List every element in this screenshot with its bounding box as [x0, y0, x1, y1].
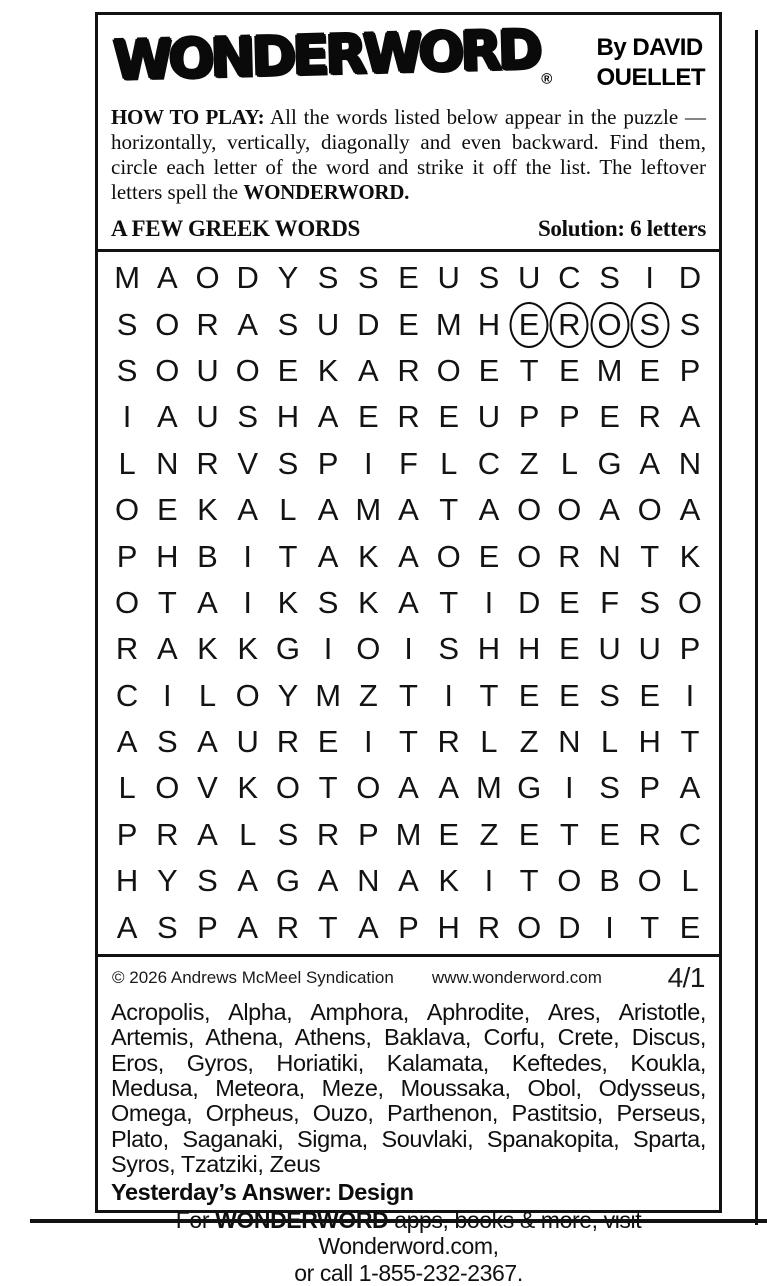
grid-cell[interactable]: E [639, 352, 661, 388]
grid-cell[interactable]: O [557, 863, 582, 899]
grid-cell[interactable]: K [197, 631, 218, 667]
grid-cell[interactable]: R [397, 399, 420, 435]
grid-cell[interactable]: C [477, 445, 501, 481]
grid-cell[interactable]: T [559, 816, 579, 852]
grid-row [107, 765, 710, 811]
byline-line1: By DAVID [596, 34, 703, 61]
grid-cell[interactable]: E [277, 352, 299, 388]
grid-cell[interactable]: I [605, 909, 614, 945]
byline [597, 29, 706, 93]
grid-cell[interactable]: A [679, 492, 701, 528]
grid-cell[interactable]: T [399, 724, 418, 760]
grid-cell[interactable]: G [275, 863, 300, 899]
grid-cell[interactable]: D [678, 260, 702, 296]
grid-cell[interactable]: R [316, 816, 340, 852]
grid-cell[interactable]: R [638, 816, 661, 852]
grid-cell[interactable]: A [639, 445, 661, 481]
grid-cell[interactable]: T [519, 352, 539, 388]
grid-cell[interactable]: L [480, 724, 498, 760]
grid-cell[interactable]: A [317, 538, 339, 574]
grid-cell[interactable]: E [558, 631, 580, 667]
grid-cell[interactable]: A [237, 492, 259, 528]
grid-cell[interactable]: S [277, 445, 299, 481]
grid-cell[interactable]: A [317, 863, 339, 899]
grid-cell[interactable]: C [115, 677, 139, 713]
grid-cell[interactable]: P [116, 816, 138, 852]
grid-cell[interactable]: K [197, 492, 218, 528]
grid-cell[interactable]: O [557, 492, 582, 528]
grid-cell[interactable]: S [478, 260, 500, 296]
how-to-play-instructions [111, 105, 706, 205]
grid-cell[interactable]: L [600, 724, 619, 760]
grid-cell[interactable]: M [596, 352, 623, 388]
grid-cell[interactable]: L [118, 445, 136, 481]
grid-cell[interactable]: H [115, 863, 139, 899]
grid-cell[interactable]: U [638, 631, 661, 667]
grid-cell[interactable]: G [597, 445, 622, 481]
grid-cell[interactable]: O [436, 538, 461, 574]
grid-cell[interactable]: A [438, 770, 460, 806]
grid-cell[interactable]: S [639, 584, 661, 620]
grid-cell[interactable]: E [599, 399, 620, 435]
grid-cell[interactable]: A [156, 399, 178, 435]
grid-cell[interactable]: A [398, 492, 419, 528]
grid-cell[interactable]: H [156, 538, 179, 574]
grid-cell[interactable]: R [115, 631, 139, 667]
grid-cell[interactable]: E [438, 399, 460, 435]
how-to-play-body: All the words listed below appear in the puzzle — horizontally, vertically, diagonally and even backward. Find them, circle each letter of the word and strike it off the list. The leftover letters spell the [111, 105, 706, 204]
grid-cell[interactable]: I [565, 770, 574, 806]
grid-cell[interactable]: Z [519, 445, 539, 481]
grid-cell[interactable]: H [276, 399, 300, 435]
grid-cell[interactable]: G [517, 770, 542, 806]
grid-cell[interactable]: A [478, 492, 500, 528]
grid-row [107, 904, 710, 950]
grid-cell[interactable]: E [398, 260, 419, 296]
grid-cell[interactable]: R [276, 909, 300, 945]
grid-cell[interactable]: O [517, 909, 542, 945]
grid-cell[interactable]: O [637, 863, 662, 899]
grid-cell[interactable]: P [398, 909, 419, 945]
grid-cell[interactable]: O [115, 584, 140, 620]
grid-cell[interactable]: S [197, 863, 218, 899]
grid-cell[interactable]: S [599, 260, 620, 296]
grid-cell[interactable]: S [277, 816, 299, 852]
grid-cell[interactable]: A [237, 306, 259, 342]
grid-cell[interactable]: M [355, 492, 382, 528]
grid-cell[interactable]: S [317, 260, 339, 296]
grid-cell[interactable]: Z [358, 677, 378, 713]
grid-cell[interactable]: A [116, 724, 138, 760]
grid-cell[interactable]: P [518, 399, 540, 435]
how-to-play-label: HOW TO PLAY: [111, 105, 265, 129]
grid-cell[interactable]: I [484, 863, 494, 899]
grid-row [107, 301, 710, 347]
wonderword-logo [112, 18, 552, 92]
grid-cell[interactable]: A [398, 863, 419, 899]
grid-row [107, 626, 710, 672]
grid-row [107, 487, 710, 533]
grid-cell[interactable]: K [438, 863, 460, 899]
grid-cell[interactable]: Z [479, 816, 499, 852]
grid-cell[interactable]: P [197, 909, 218, 945]
grid-cell[interactable]: S [156, 724, 178, 760]
puzzle-title: A FEW GREEK WORDS [111, 216, 361, 241]
grid-cell[interactable]: G [275, 631, 300, 667]
grid-cell[interactable]: O [155, 306, 180, 342]
logo-text: WONDERWORD [112, 17, 540, 92]
grid-cell[interactable]: A [237, 909, 259, 945]
grid-cell[interactable]: L [118, 770, 136, 806]
grid-cell[interactable]: O [235, 677, 260, 713]
grid-row [107, 812, 710, 858]
grid-cell[interactable]: U [437, 260, 460, 296]
puzzle-panel [95, 12, 722, 1286]
grid-row [107, 719, 710, 765]
grid-cell[interactable]: O [436, 352, 461, 388]
grid-cell[interactable]: E [639, 677, 661, 713]
grid-cell[interactable]: O [275, 770, 300, 806]
grid-cell[interactable]: A [398, 770, 419, 806]
grid-cell[interactable]: E [438, 816, 460, 852]
grid-row [107, 533, 710, 579]
grid-row [107, 858, 710, 904]
grid-cell[interactable]: K [357, 584, 379, 620]
grid-cell[interactable]: N [678, 445, 702, 481]
grid-cell[interactable]: U [477, 399, 501, 435]
grid-row [107, 441, 710, 487]
grid-cell[interactable]: D [558, 909, 581, 945]
grid-cell[interactable]: L [279, 492, 297, 528]
grid-cell[interactable]: S [599, 770, 620, 806]
grid-cell[interactable]: L [198, 677, 217, 713]
masthead [98, 15, 719, 103]
byline-line2: OUELLET [596, 64, 705, 91]
grid-cell[interactable]: U [598, 631, 621, 667]
grid-cell[interactable]: O [195, 260, 220, 296]
grid-cell[interactable]: E [478, 538, 500, 574]
grid-cell[interactable]: H [477, 306, 501, 342]
grid-cell[interactable]: A [156, 260, 178, 296]
grid-row [107, 580, 710, 626]
grid-cell[interactable]: A [116, 909, 138, 945]
grid-cell-circled[interactable]: O [589, 301, 629, 347]
grid-cell[interactable]: S [116, 352, 138, 388]
grid-cell[interactable]: D [357, 306, 380, 342]
grid-cell[interactable]: P [317, 445, 339, 481]
grid-cell[interactable]: P [679, 631, 701, 667]
grid-cell[interactable]: T [399, 677, 418, 713]
grid-cell[interactable]: T [640, 538, 660, 574]
grid-cell[interactable]: A [357, 909, 379, 945]
grid-cell[interactable]: R [196, 306, 219, 342]
grid-cell[interactable]: S [277, 306, 299, 342]
puzzle-date: 4/1 [667, 961, 705, 993]
grid-cell[interactable]: T [439, 584, 459, 620]
grid-row [107, 394, 710, 440]
grid-cell[interactable]: I [364, 445, 373, 481]
grid-cell[interactable]: A [679, 399, 701, 435]
grid-cell[interactable]: E [518, 677, 540, 713]
grid-cell[interactable]: K [237, 631, 259, 667]
grid-cell[interactable]: D [236, 260, 259, 296]
grid-cell[interactable]: U [316, 306, 340, 342]
registered-trademark-icon: ® [541, 70, 553, 88]
grid-cell[interactable]: I [243, 538, 253, 574]
grid-cell[interactable]: V [237, 445, 259, 481]
grid-cell[interactable]: R [437, 724, 460, 760]
grid-cell[interactable]: L [239, 816, 257, 852]
grid-cell[interactable]: F [399, 445, 418, 481]
grid-cell[interactable]: S [116, 306, 138, 342]
grid-cell[interactable]: D [517, 584, 541, 620]
grid-cell[interactable]: C [678, 816, 702, 852]
grid-cell[interactable]: A [197, 584, 218, 620]
grid-cell[interactable]: M [435, 306, 462, 342]
word-list[interactable]: Acropolis, Alpha, Amphora, Aphrodite, Ares, Aristotle, Artemis, Athena, Athens, Baklava, Corfu, Crete, Discus, Eros, Gyros, Horiatiki, Kalamata, Keftedes, Koukla, Medusa, Meteora, Meze, Moussaka, Obol, Odysseus, Omega, Orpheus, Ouzo, Parthenon, Pastitsio, Perseus, Plato, Saganaki, Sigma, Souvlaki, Spanakopita, Sparta, Syros, Tzatziki, Zeus [111, 998, 706, 1178]
grid-cell[interactable]: I [243, 584, 253, 620]
grid-cell[interactable]: E [398, 306, 419, 342]
grid-cell[interactable]: K [277, 584, 299, 620]
grid-cell[interactable]: K [357, 538, 379, 574]
grid-cell[interactable]: E [558, 677, 580, 713]
grid-cell[interactable]: K [679, 538, 701, 574]
grid-row [107, 673, 710, 719]
grid-cell[interactable]: O [517, 492, 542, 528]
grid-cell[interactable]: N [357, 863, 380, 899]
grid-cell[interactable]: T [680, 724, 700, 760]
grid-cell[interactable]: E [317, 724, 339, 760]
grid-cell[interactable]: I [484, 584, 494, 620]
grid-cell[interactable]: P [116, 538, 138, 574]
grid-cell[interactable]: L [681, 863, 699, 899]
grid-cell[interactable]: O [517, 538, 542, 574]
grid-cell[interactable]: V [197, 770, 218, 806]
grid-cell[interactable]: K [317, 352, 339, 388]
grid-cell[interactable]: P [558, 399, 580, 435]
grid-cell[interactable]: Y [277, 260, 299, 296]
grid-cell[interactable]: C [558, 260, 581, 296]
puzzle-header [111, 216, 706, 242]
grid-cell[interactable]: A [197, 816, 218, 852]
grid-cell[interactable]: S [156, 909, 178, 945]
grid-cell[interactable]: H [638, 724, 661, 760]
grid-cell[interactable]: N [598, 538, 621, 574]
grid-cell[interactable]: A [398, 538, 419, 574]
grid-cell[interactable]: O [155, 770, 180, 806]
grid-cell[interactable]: E [357, 399, 379, 435]
grid-cell[interactable]: I [685, 677, 695, 713]
grid-cell[interactable]: S [357, 260, 379, 296]
grid-cell[interactable]: T [519, 863, 539, 899]
grid-cell[interactable]: P [639, 770, 661, 806]
grid-cell[interactable]: R [397, 352, 420, 388]
grid-cell[interactable]: U [236, 724, 259, 760]
grid-cell[interactable]: A [156, 631, 178, 667]
grid-cell[interactable]: T [318, 770, 338, 806]
grid-cell[interactable]: P [357, 816, 379, 852]
grid-cell[interactable]: A [197, 724, 218, 760]
website-link[interactable]: www.wonderword.com [431, 967, 602, 987]
grid-cell[interactable]: T [278, 538, 298, 574]
grid-cell[interactable]: R [276, 724, 300, 760]
grid-cell[interactable]: M [114, 260, 141, 296]
grid-cell[interactable]: T [479, 677, 499, 713]
grid-cell[interactable]: U [517, 260, 541, 296]
grid-cell[interactable]: R [477, 909, 501, 945]
grid-cell[interactable]: E [599, 816, 620, 852]
grid-cell[interactable]: E [156, 492, 178, 528]
grid-cell[interactable]: E [478, 352, 500, 388]
grid-cell[interactable]: P [679, 352, 701, 388]
copyright-row [98, 957, 719, 996]
solution-count: Solution: 6 letters [537, 216, 706, 241]
grid-cell[interactable]: E [679, 909, 701, 945]
promo-line1: Wonderword.com, [176, 1207, 641, 1260]
grid-cell[interactable]: O [356, 631, 381, 667]
grid-cell[interactable]: R [196, 445, 219, 481]
yesterdays-answer: Yesterday’s Answer: Design [111, 1178, 414, 1205]
letter-grid[interactable] [98, 249, 719, 957]
grid-cell[interactable]: T [439, 492, 459, 528]
grid-row [107, 348, 710, 394]
grid-cell[interactable]: L [560, 445, 578, 481]
grid-cell[interactable]: A [679, 770, 701, 806]
grid-cell-circled[interactable]: R [549, 301, 589, 347]
grid-cell[interactable]: S [599, 677, 620, 713]
grid-cell[interactable]: O [677, 584, 702, 620]
grid-cell[interactable]: H [437, 909, 460, 945]
grid-cell[interactable]: A [317, 492, 339, 528]
wonderword-emphasis: WONDERWORD. [243, 180, 410, 204]
grid-cell[interactable]: T [640, 909, 660, 945]
grid-cell[interactable]: B [599, 863, 620, 899]
grid-cell[interactable]: T [318, 909, 338, 945]
grid-cell[interactable]: I [323, 631, 333, 667]
grid-cell[interactable]: I [162, 677, 172, 713]
grid-cell[interactable]: N [156, 445, 179, 481]
copyright-text: © 2026 Andrews McMeel Syndication [112, 967, 394, 987]
grid-cell[interactable]: M [476, 770, 502, 806]
grid-cell-circled[interactable]: E [509, 301, 549, 347]
grid-cell[interactable]: Z [519, 724, 539, 760]
grid-cell[interactable]: R [558, 538, 581, 574]
grid-cell[interactable]: I [404, 631, 413, 667]
grid-cell[interactable]: I [122, 399, 132, 435]
grid-row [107, 255, 710, 301]
grid-cell[interactable]: E [558, 352, 580, 388]
grid-cell[interactable]: O [235, 352, 260, 388]
grid-cell[interactable]: F [600, 584, 619, 620]
promo-line2: or call 1-855-232-2367. [294, 1259, 523, 1286]
grid-cell[interactable]: R [638, 399, 661, 435]
grid-cell[interactable]: T [157, 584, 177, 620]
grid-cell[interactable]: A [357, 352, 379, 388]
grid-cell[interactable]: E [518, 816, 540, 852]
grid-cell[interactable]: E [558, 584, 580, 620]
grid-cell[interactable]: S [317, 584, 339, 620]
grid-cell[interactable]: S [679, 306, 701, 342]
grid-cell[interactable]: Y [277, 677, 299, 713]
grid-cell[interactable]: O [637, 492, 662, 528]
grid-cell[interactable]: M [395, 816, 422, 852]
grid-cell[interactable]: K [237, 770, 259, 806]
grid-cell[interactable]: M [315, 677, 342, 713]
column-rule-divider [755, 30, 758, 1225]
grid-cell[interactable]: I [364, 724, 373, 760]
grid-cell[interactable]: O [356, 770, 381, 806]
grid-cell[interactable]: H [517, 631, 541, 667]
bottom-rule-divider [30, 1219, 767, 1223]
grid-cell[interactable]: A [398, 584, 419, 620]
grid-cell[interactable]: R [156, 816, 179, 852]
grid-cell[interactable]: N [558, 724, 581, 760]
grid-cell[interactable]: S [438, 631, 460, 667]
grid-cell[interactable]: I [645, 260, 655, 296]
grid-cell[interactable]: U [196, 399, 219, 435]
grid-cell[interactable]: O [115, 492, 140, 528]
grid-cell-circled[interactable]: S [630, 301, 670, 347]
grid-cell[interactable]: A [599, 492, 620, 528]
grid-cell[interactable]: S [237, 399, 259, 435]
grid-cell[interactable]: L [440, 445, 458, 481]
grid-cell[interactable]: H [477, 631, 501, 667]
grid-cell[interactable]: U [196, 352, 219, 388]
grid-cell[interactable]: O [155, 352, 180, 388]
grid-cell[interactable]: I [444, 677, 454, 713]
grid-cell[interactable]: A [317, 399, 339, 435]
grid-cell[interactable]: A [237, 863, 259, 899]
grid-cell[interactable]: Y [156, 863, 178, 899]
grid-cell[interactable]: B [197, 538, 218, 574]
